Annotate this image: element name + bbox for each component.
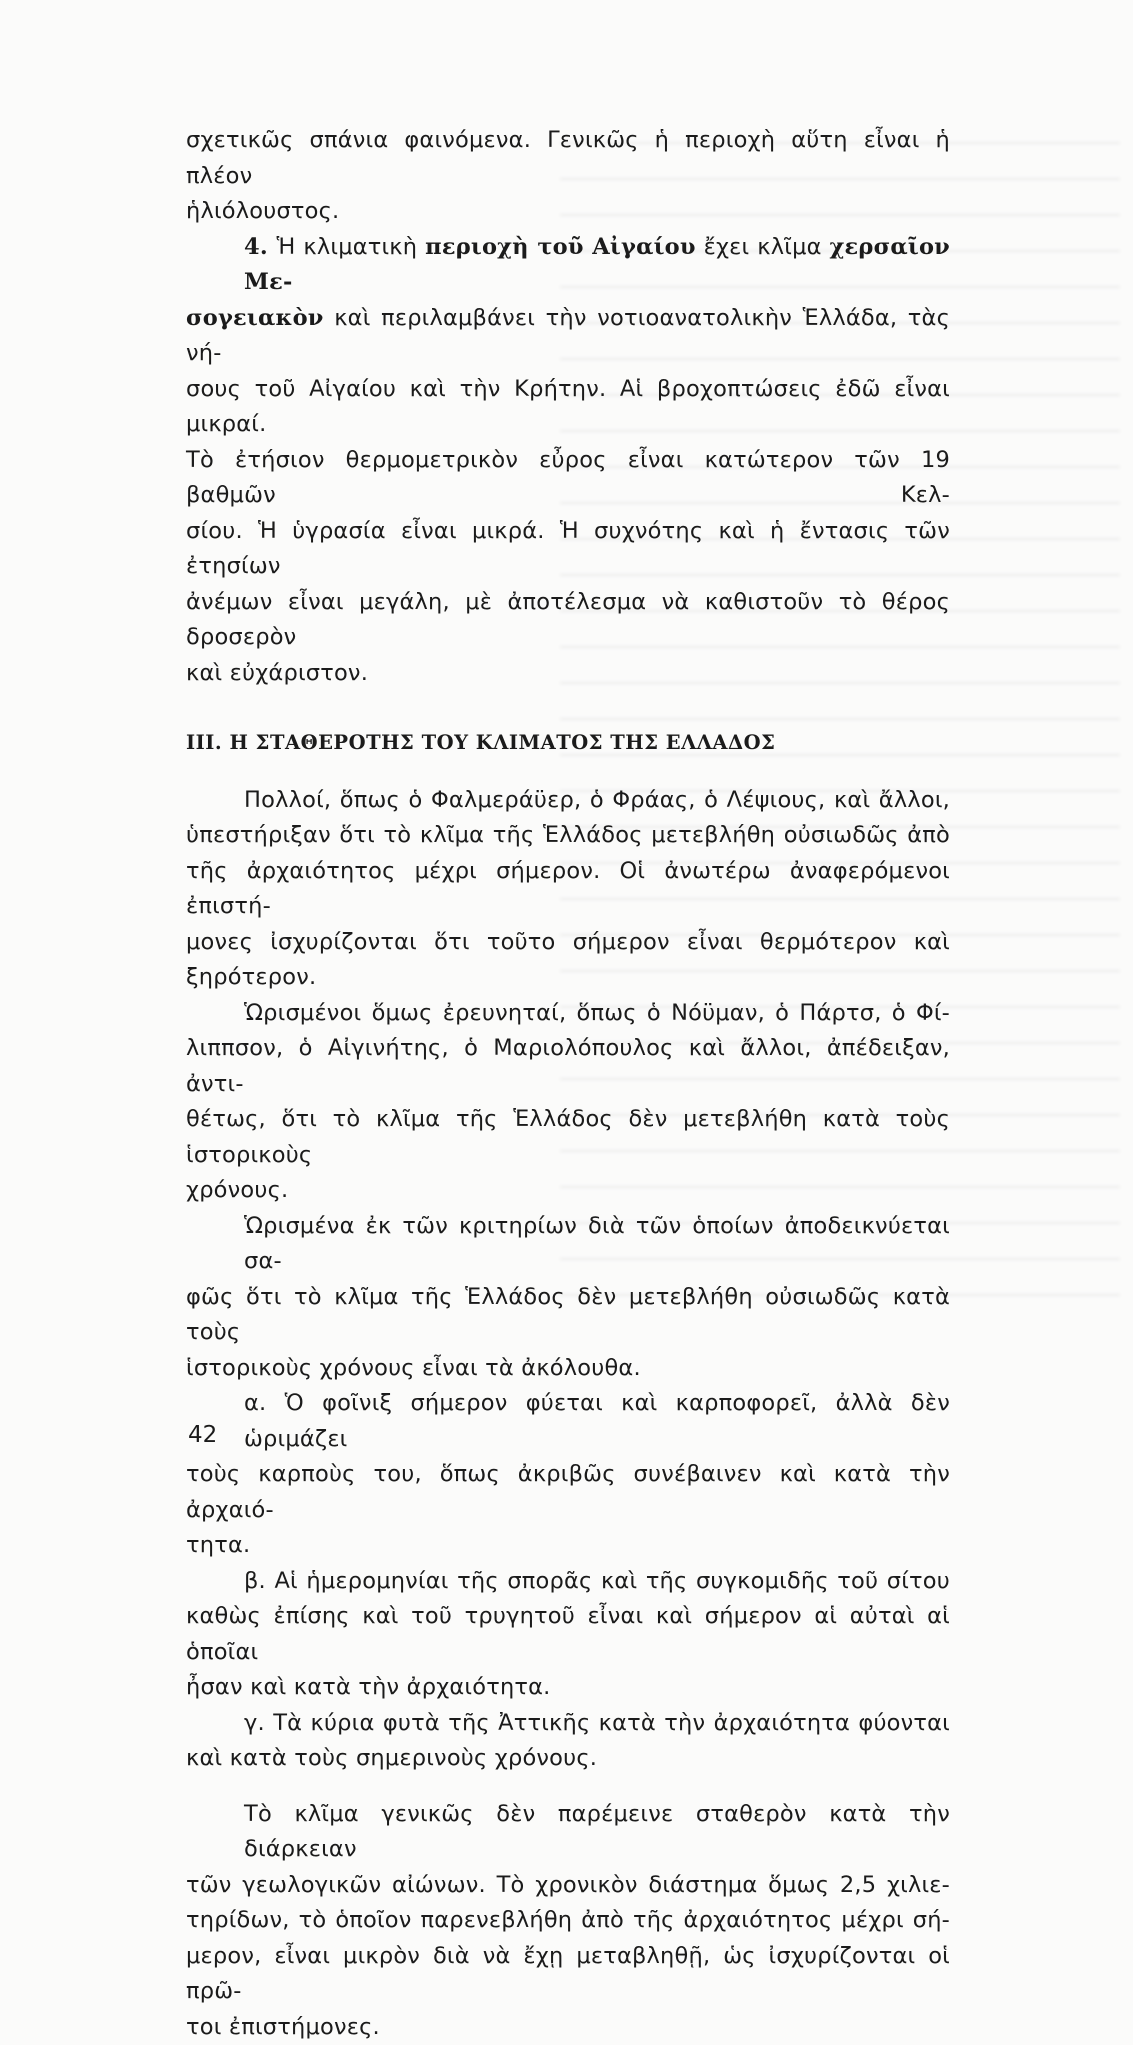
page-body [186,123,950,2045]
text-line: τοι ἐπιστήμονες. [186,2010,950,2045]
spacer [186,1777,950,1797]
bold-term: χερσαῖον Με- [244,234,950,296]
text-line: Ὡρισμένα ἐκ τῶν κριτηρίων διὰ τῶν ὁποίων ἀποδεικνύεται σα- [186,1209,950,1280]
bold-term: περιοχὴ τοῦ Αἰγαίου [425,234,696,260]
text-line: σίου. Ἡ ὑγρασία εἶναι μικρά. Ἡ συχνότης καὶ ἡ ἔντασις τῶν ἐτησίων [186,514,950,585]
text-line: Ὡρισμένοι ὅμως ἐρευνηταί, ὅπως ὁ Νόϋμαν, ὁ Πάρτσ, ὁ Φί- [186,996,950,1032]
text-line: σους τοῦ Αἰγαίου καὶ τὴν Κρήτην. Αἱ βροχοπτώσεις ἐδῶ εἶναι μικραί. [186,372,950,443]
text-run: καὶ περιλαμβάνει τὴν νοτιοανατολικὴν Ἑλλάδα, τὰς νή- [186,305,950,367]
bold-term: σογειακὸν [186,305,324,331]
text-line: ἀνέμων εἶναι μεγάλη, μὲ ἀποτέλεσμα νὰ καθιστοῦν τὸ θέρος δροσερὸν [186,585,950,656]
page-number: 42 [188,1422,217,1448]
text-line: τοὺς καρποὺς του, ὅπως ἀκριβῶς συνέβαινεν καὶ κατὰ τὴν ἀρχαιό- [186,1457,950,1528]
text-line: ἱστορικοὺς χρόνους εἶναι τὰ ἀκόλουθα. [186,1351,950,1387]
text-line: καὶ εὐχάριστον. [186,656,950,692]
section-heading: III. Η ΣΤΑΘΕΡΟΤΗΣ ΤΟΥ ΚΛΙΜΑΤΟΣ ΤΗΣ ΕΛΛΑΔΟΣ [186,725,950,761]
text-line: τῆς ἀρχαιότητος μέχρι σήμερον. Οἱ ἀνωτέρω ἀναφερόμενοι ἐπιστή- [186,854,950,925]
text-line: καθὼς ἐπίσης καὶ τοῦ τρυγητοῦ εἶναι καὶ σήμερον αἱ αὐταὶ αἱ ὁποῖαι [186,1599,950,1670]
spacer [186,691,950,725]
text-line: Τὸ ἐτήσιον θερμομετρικὸν εὖρος εἶναι κατώτερον τῶν 19 βαθμῶν Κελ- [186,443,950,514]
text-line: θέτως, ὅτι τὸ κλῖμα τῆς Ἑλλάδος δὲν μετεβλήθη κατὰ τοὺς ἱστορικοὺς [186,1102,950,1173]
text-line: γ. Τὰ κύρια φυτὰ τῆς Ἀττικῆς κατὰ τὴν ἀρχαιότητα φύονται [186,1706,950,1742]
text-line [186,230,950,301]
text-line: ὑπεστήριξαν ὅτι τὸ κλῖμα τῆς Ἑλλάδος μετεβλήθη οὐσιωδῶς ἀπὸ [186,818,950,854]
text-line: μερον, εἶναι μικρὸν διὰ νὰ ἔχῃ μεταβληθῇ, ὡς ἰσχυρίζονται οἱ πρῶ- [186,1939,950,2010]
text-run: ἔχει κλῖμα [696,234,830,260]
text-line: α. Ὁ φοῖνιξ σήμερον φύεται καὶ καρποφορεῖ, ἀλλὰ δὲν ὡριμάζει [186,1386,950,1457]
text-line: λιππσον, ὁ Αἰγινήτης, ὁ Μαριολόπουλος καὶ ἄλλοι, ἀπέδειξαν, ἀντι- [186,1031,950,1102]
item-number: 4. [244,234,277,260]
text-line: φῶς ὅτι τὸ κλῖμα τῆς Ἑλλάδος δὲν μετεβλήθη οὐσιωδῶς κατὰ τοὺς [186,1280,950,1351]
text-line: τηρίδων, τὸ ὁποῖον παρενεβλήθη ἀπὸ τῆς ἀρχαιότητος μέχρι σή- [186,1903,950,1939]
text-line: Τὸ κλῖμα γενικῶς δὲν παρέμεινε σταθερὸν κατὰ τὴν διάρκειαν [186,1797,950,1868]
text-line [186,301,950,372]
text-line: μονες ἰσχυρίζονται ὅτι τοῦτο σήμερον εἶναι θερμότερον καὶ ξηρότερον. [186,925,950,996]
text-line: β. Αἱ ἡμερομηνίαι τῆς σπορᾶς καὶ τῆς συγκομιδῆς τοῦ σίτου [186,1564,950,1600]
text-line: ἦσαν καὶ κατὰ τὴν ἀρχαιότητα. [186,1670,950,1706]
text-line: τῶν γεωλογικῶν αἰώνων. Τὸ χρονικὸν διάστημα ὅμως 2,5 χιλιε- [186,1868,950,1904]
text-run: Ἡ κλιματικὴ [277,234,426,260]
text-line: ἡλιόλουστος. [186,194,950,230]
text-line: χρόνους. [186,1173,950,1209]
text-line: Πολλοί, ὅπως ὁ Φαλμεράϋερ, ὁ Φράας, ὁ Λέψιους, καὶ ἄλλοι, [186,783,950,819]
text-line: καὶ κατὰ τοὺς σημερινοὺς χρόνους. [186,1741,950,1777]
spacer [186,761,950,783]
text-line: τητα. [186,1528,950,1564]
text-line: σχετικῶς σπάνια φαινόμενα. Γενικῶς ἡ περιοχὴ αὕτη εἶναι ἡ πλέον [186,123,950,194]
